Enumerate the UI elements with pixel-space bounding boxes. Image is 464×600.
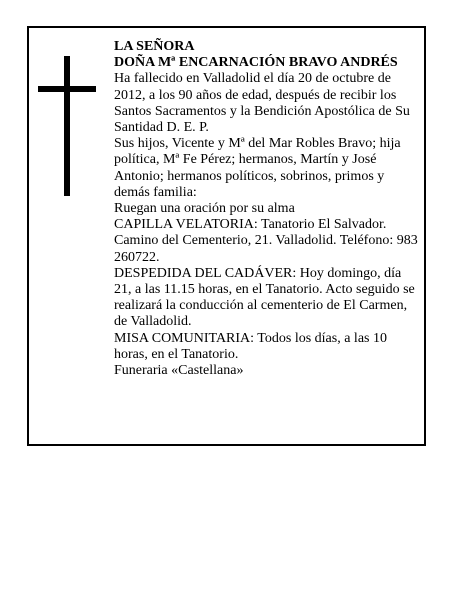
funeral-procession-info: DESPEDIDA DEL CADÁVER: Hoy domingo, día 21, a las 11.15 horas, en el Tanatorio. Acto seguido se realizará la conducción al cementerio de El Carmen, de Valladolid. — [114, 265, 415, 330]
funeral-home: Funeraria «Castellana» — [114, 363, 244, 379]
mass-info: MISA COMUNITARIA: Todos los días, a las 10 horas, en el Tanatorio. — [114, 330, 387, 362]
family-list: Sus hijos, Vicente y Mª del Mar Robles Bravo; hija política, Mª Fe Pérez; hermanos, Martín y José Antonio; hermanos políticos, sobrinos, primos y demás familia: — [114, 136, 401, 200]
deceased-name: DOÑA Mª ENCARNACIÓN BRAVO ANDRÉS — [114, 55, 398, 71]
obituary-title: LA SEÑORA — [114, 39, 195, 54]
wake-chapel-info: CAPILLA VELATORIA: Tanatorio El Salvador. Camino del Cementerio, 21. Valladolid. Teléfono: 983 260722. — [114, 217, 418, 265]
obituary-text — [114, 39, 422, 379]
death-announcement: Ha fallecido en Valladolid el día 20 de octubre de 2012, a los 90 años de edad, después de recibir los Santos Sacramentos y la Bendición Apostólica de Su Santidad D. E. P. — [114, 71, 410, 136]
prayer-request: Ruegan una oración por su alma — [114, 201, 295, 217]
cross-icon — [64, 56, 70, 196]
cross-icon-crossbar — [38, 86, 96, 92]
